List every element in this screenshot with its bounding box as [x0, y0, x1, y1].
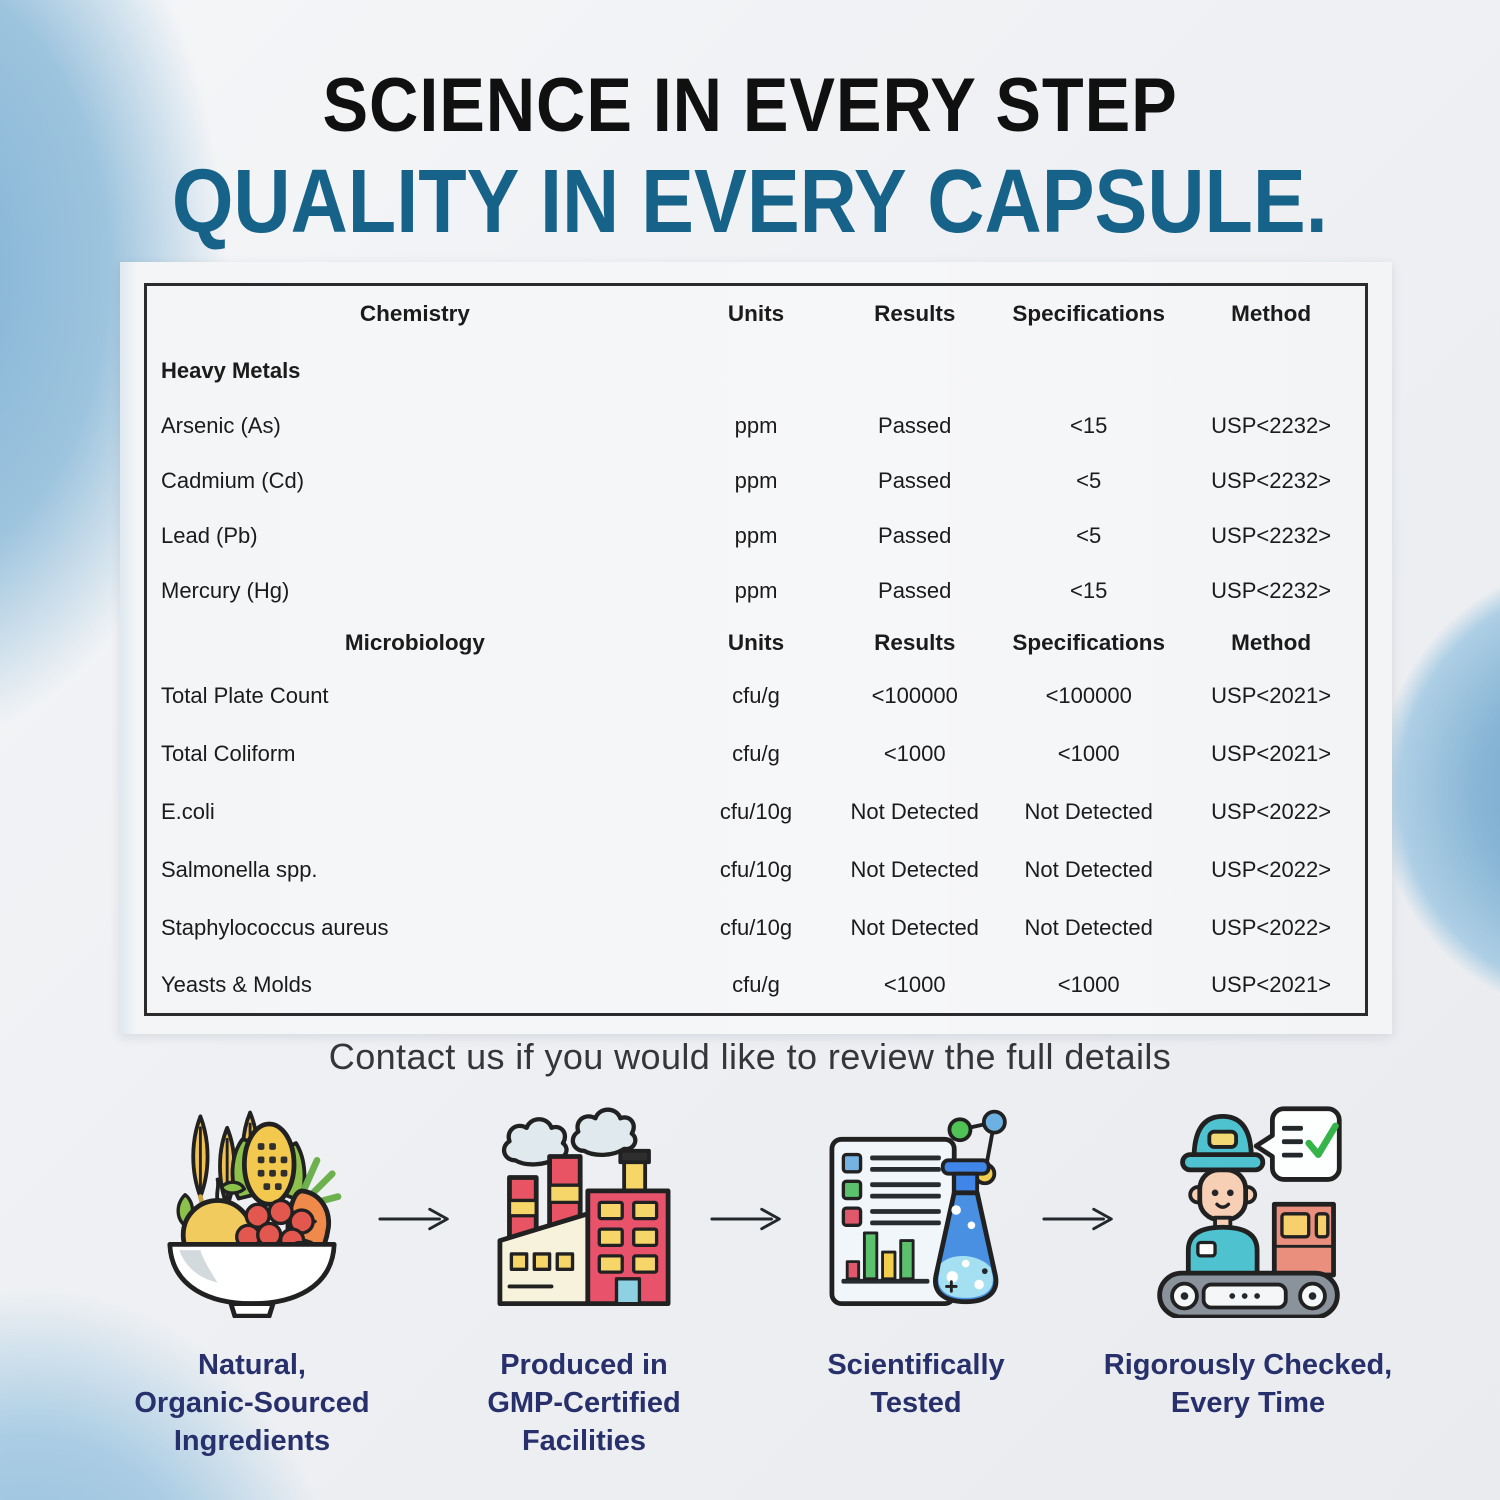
table-cell: cfu/10g: [719, 856, 793, 882]
table-row: [146, 957, 1367, 1015]
row-label: Yeasts & Molds: [161, 971, 312, 997]
column-header: Specifications: [1012, 301, 1165, 327]
table-cell: <1000: [1057, 971, 1120, 997]
step-gmp-facilities: [459, 1103, 709, 1460]
row-label: Lead (Pb): [161, 523, 258, 548]
step-caption: [134, 1346, 369, 1460]
row-label: Cadmium (Cd): [161, 468, 305, 493]
table-cell: Passed: [878, 578, 952, 603]
table-row: [146, 841, 1367, 899]
caption-line: Natural,: [198, 1349, 306, 1381]
table-cell: Not Detected: [1024, 914, 1153, 940]
table-cell: USP<2021>: [1211, 740, 1332, 766]
step-natural-ingredients: [127, 1103, 377, 1460]
column-header: Method: [1231, 301, 1312, 327]
group-label: Heavy Metals: [161, 357, 301, 383]
coa-document: [120, 262, 1392, 1034]
table-cell: USP<2022>: [1211, 914, 1332, 940]
table-cell: Passed: [878, 468, 952, 493]
table-cell: <100000: [871, 682, 958, 708]
headline-block: [0, 62, 1500, 254]
table-cell: cfu/g: [732, 682, 780, 708]
table-cell: [829, 343, 1000, 399]
table-cell: USP<2232>: [1211, 468, 1332, 493]
caption-line: Facilities: [521, 1425, 647, 1457]
row-label: Total Coliform: [161, 740, 296, 766]
caption-line: Tested: [870, 1387, 962, 1419]
row-label: Mercury (Hg): [161, 578, 290, 603]
table-row: [146, 725, 1367, 783]
arrow-cell: [1041, 1205, 1123, 1233]
row-label: Salmonella spp.: [161, 856, 318, 882]
row-label: E.coli: [161, 798, 215, 824]
table-cell: ppm: [734, 468, 778, 493]
table-cell: Not Detected: [1024, 798, 1153, 824]
table-row: [146, 399, 1367, 454]
table-cell: ppm: [734, 523, 778, 548]
table-cell: USP<2021>: [1211, 682, 1332, 708]
fruit-bowl-icon: [152, 1103, 352, 1318]
coa-table: [144, 283, 1368, 1016]
caption-line: Scientifically: [827, 1349, 1005, 1381]
table-cell: USP<2022>: [1211, 798, 1332, 824]
table-cell: <1000: [883, 971, 946, 997]
table-cell: <1000: [1057, 740, 1120, 766]
column-header: Method: [1231, 629, 1312, 655]
row-label: Staphylococcus aureus: [161, 914, 389, 940]
step-rigorously-checked: [1103, 1103, 1393, 1422]
table-cell: Not Detected: [850, 798, 979, 824]
arrow-right-icon: [377, 1205, 459, 1233]
contact-note: Contact us if you would like to review the full details: [328, 1036, 1172, 1077]
group-row: [146, 343, 1367, 399]
table-cell: [1177, 343, 1366, 399]
table-row: [146, 509, 1367, 564]
caption-line: Organic-Sourced: [134, 1387, 370, 1419]
caption-line: Produced in: [500, 1349, 668, 1381]
quality-inspector-icon: [1146, 1103, 1351, 1318]
microbiology-header-row: [146, 619, 1367, 667]
column-header: Units: [727, 301, 785, 327]
table-cell: Passed: [878, 523, 952, 548]
chemistry-header-row: [146, 285, 1367, 343]
table-cell: USP<2232>: [1211, 413, 1332, 438]
factory-icon: [484, 1103, 684, 1318]
table-cell: Not Detected: [850, 856, 979, 882]
table-cell: ppm: [734, 578, 778, 603]
table-cell: <1000: [883, 740, 946, 766]
caption-line: Every Time: [1170, 1387, 1326, 1419]
table-cell: <5: [1076, 523, 1102, 548]
process-steps: [0, 1103, 1500, 1460]
lab-report-flask-icon: [816, 1103, 1016, 1318]
table-cell: ppm: [734, 413, 778, 438]
caption-line: Ingredients: [173, 1425, 331, 1457]
table-cell: cfu/10g: [719, 914, 793, 940]
column-header: Microbiology: [344, 629, 485, 655]
table-row: [146, 899, 1367, 957]
table-cell: <15: [1070, 413, 1108, 438]
table-cell: Not Detected: [1024, 856, 1153, 882]
table-cell: [683, 343, 830, 399]
step-caption: [487, 1346, 680, 1460]
arrow-cell: [709, 1205, 791, 1233]
caption-line: GMP-Certified: [487, 1387, 681, 1419]
column-header: Units: [727, 629, 785, 655]
step-caption: [827, 1346, 1004, 1422]
step-scientifically-tested: [791, 1103, 1041, 1422]
headline-top: SCIENCE IN EVERY STEP: [322, 63, 1178, 148]
table-cell: USP<2232>: [1211, 523, 1332, 548]
table-cell: cfu/10g: [719, 798, 793, 824]
row-label: Arsenic (As): [161, 413, 281, 438]
table-cell: <100000: [1045, 682, 1132, 708]
arrow-right-icon: [1041, 1205, 1123, 1233]
table-cell: [1000, 343, 1177, 399]
column-header: Results: [874, 301, 956, 327]
table-cell: <5: [1076, 468, 1102, 493]
column-header: Specifications: [1012, 629, 1165, 655]
column-header: Results: [874, 629, 956, 655]
table-cell: cfu/g: [732, 971, 780, 997]
table-row: [146, 454, 1367, 509]
table-cell: USP<2021>: [1211, 971, 1332, 997]
table-cell: USP<2232>: [1211, 578, 1332, 603]
arrow-right-icon: [709, 1205, 791, 1233]
table-cell: USP<2022>: [1211, 856, 1332, 882]
caption-line: Rigorously Checked,: [1103, 1349, 1393, 1381]
row-label: Total Plate Count: [161, 682, 329, 708]
table-cell: <15: [1070, 578, 1108, 603]
table-row: [146, 564, 1367, 619]
table-cell: cfu/g: [732, 740, 780, 766]
table-cell: Not Detected: [850, 914, 979, 940]
column-header: Chemistry: [359, 301, 470, 327]
arrow-cell: [377, 1205, 459, 1233]
step-caption: [1104, 1346, 1392, 1422]
table-row: [146, 783, 1367, 841]
headline-bottom: QUALITY IN EVERY CAPSULE.: [172, 152, 1328, 252]
table-row: [146, 667, 1367, 725]
table-cell: Passed: [878, 413, 952, 438]
